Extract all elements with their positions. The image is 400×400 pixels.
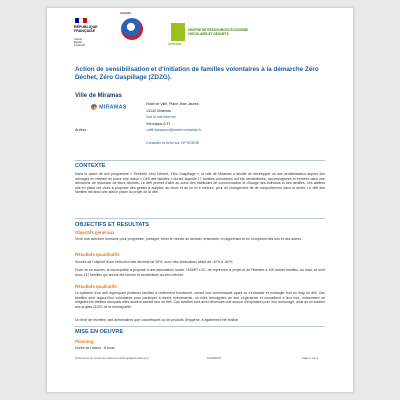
planning-paragraph: Durée de l'action : 8 mois.: [75, 346, 116, 350]
document-title: Action de sensibilisation et d'initiation de familles volontaires à la démarche Zéro Déchet, Zéro Gaspillage (ZDZG).: [75, 66, 319, 81]
ademe-label: ADEME: [120, 11, 131, 15]
optigede-logo-icon: [171, 23, 185, 41]
motto-liberte: Liberté: [74, 38, 82, 41]
consult-optigede-link[interactable]: Consulter la fiche sur OPTIGEDE: [146, 141, 200, 145]
divider: [75, 160, 325, 161]
rf-motto: [74, 38, 85, 47]
qualitative-results-paragraph-2: Un tiroir de recettes, tant alimentaires que cosmétiques ou de produits d'hygiène, a également été réalisé.: [75, 318, 239, 322]
footer-date: 16/06/2024: [207, 356, 221, 360]
objectives-heading: OBJECTIFS ET RESULTATS: [75, 222, 149, 228]
quantitative-results-heading: Résultats quantitatifs: [75, 252, 120, 257]
city: 13140 Miramas: [146, 108, 171, 113]
rf-line-1: RÉPUBLIQUE: [74, 25, 98, 29]
centre-ressources-label: [188, 28, 248, 36]
qualitative-results-heading: Résultats qualitatifs: [75, 284, 117, 289]
document-page: [47, 8, 353, 392]
contact-name: Véronique A-Fi: [146, 121, 170, 126]
motto-fraternite: Fraternité: [74, 44, 86, 47]
implementation-heading: MISE EN OEUVRE: [75, 329, 124, 335]
objectives-general-paragraph: Vivre une aventure humaine pour progresser, partager, rêver le monde de demain, ensemble, en apprenant et en s'inspirant des uns et des autres.: [75, 237, 303, 241]
french-flag-icon: [75, 18, 87, 23]
website-link[interactable]: Voir le site internet: [146, 115, 176, 120]
miramas-logo-icon: [91, 104, 97, 110]
context-paragraph: Dans le cadre de son programme « Territoire Zéro Déchet, Zéro Gaspillage », la ville de Miramas a décidé de développer un axe sensibilisation auprès des ménages en mettant en place une action « Défi des familles » durant laquelle 17 familles volontaires ont été sensibilisées, accompagnées et formées dans une démarche de réduction de leurs déchets. Le défi permet d'aller au cœur des habitudes de consommation et d'usage des individus et des familles. Les ateliers mis en place ont visés à proposer des gestes à adopter, au choix et au fur et à mesure, pour un changement de de comportement dans la durée. Le défi des familles est ainsi une action phare du projet de la ville.: [75, 172, 325, 195]
republique-francaise-logo: [74, 25, 98, 33]
rf-line-2: FRANÇAISE: [74, 29, 95, 34]
qualitative-results-paragraph-1: Le système d'un défi regroupant plusieurs familles a réellement fonctionné, créant une communauté ayant su s'entraider et échanger tout au long du défi. Ces familles sont aujourd'hui volontaires pour participer à divers évènements, où elles témoignent de leur expérience et conseillent à leur tour, notamment en dirigeant les ateliers auxquels elles avaient assisté lors du défi. Ces familles sont ainsi devenues une source d'inspiration pour leur entourage, ainsi qu'un soutien aux projets ZDZG de la municipalité.: [75, 291, 325, 309]
quantitative-results-paragraph-1: Succès de l'objectif d'une réduction des déchets de 50%, avec des diminutions allant de -30% à -80%.: [75, 260, 234, 264]
author-label: Auteur :: [75, 128, 89, 132]
quantitative-results-paragraph-2: Forte de ce succès, la municipalité a proposé à une association locale, l'ADMR LCE, de reprendre le projet et de l'étendre à 100 autres familles. Au total, ce sont donc 117 familles qui auront été formés et sensibilisés au zéro déchet.: [75, 268, 325, 277]
objectives-general-heading: Objectifs généraux: [75, 230, 115, 235]
address: Hôtel de Ville, Place Jean Jaurès: [146, 102, 199, 106]
miramas-logo-text: MIRAMAS: [99, 104, 127, 111]
ademe-logo-icon: [121, 18, 143, 40]
footer-page-number: Page 1 sur 3: [302, 356, 318, 360]
centre-line-2: CIRCULAIRE ET DÉCHETS: [188, 32, 229, 36]
optigede-label: OPTIGEDE: [168, 43, 182, 46]
miramas-logo: [91, 104, 127, 110]
motto-egalite: Égalité: [74, 41, 82, 44]
centre-line-1: CENTRE DE RESSOURCES ÉCONOMIE: [188, 28, 248, 32]
divider: [75, 218, 325, 219]
footer-source: Fiche issue du centre de ressource www.optigede.ademe.fr: [75, 356, 149, 360]
organization-info: [146, 101, 201, 134]
email-link[interactable]: v.affi-berapoun@mairie-miramas.fr: [146, 128, 202, 133]
planning-heading: Planning: [75, 339, 94, 344]
organization-title: Ville de Miramas: [75, 93, 122, 99]
divider: [75, 326, 325, 327]
context-heading: CONTEXTE: [75, 163, 106, 169]
